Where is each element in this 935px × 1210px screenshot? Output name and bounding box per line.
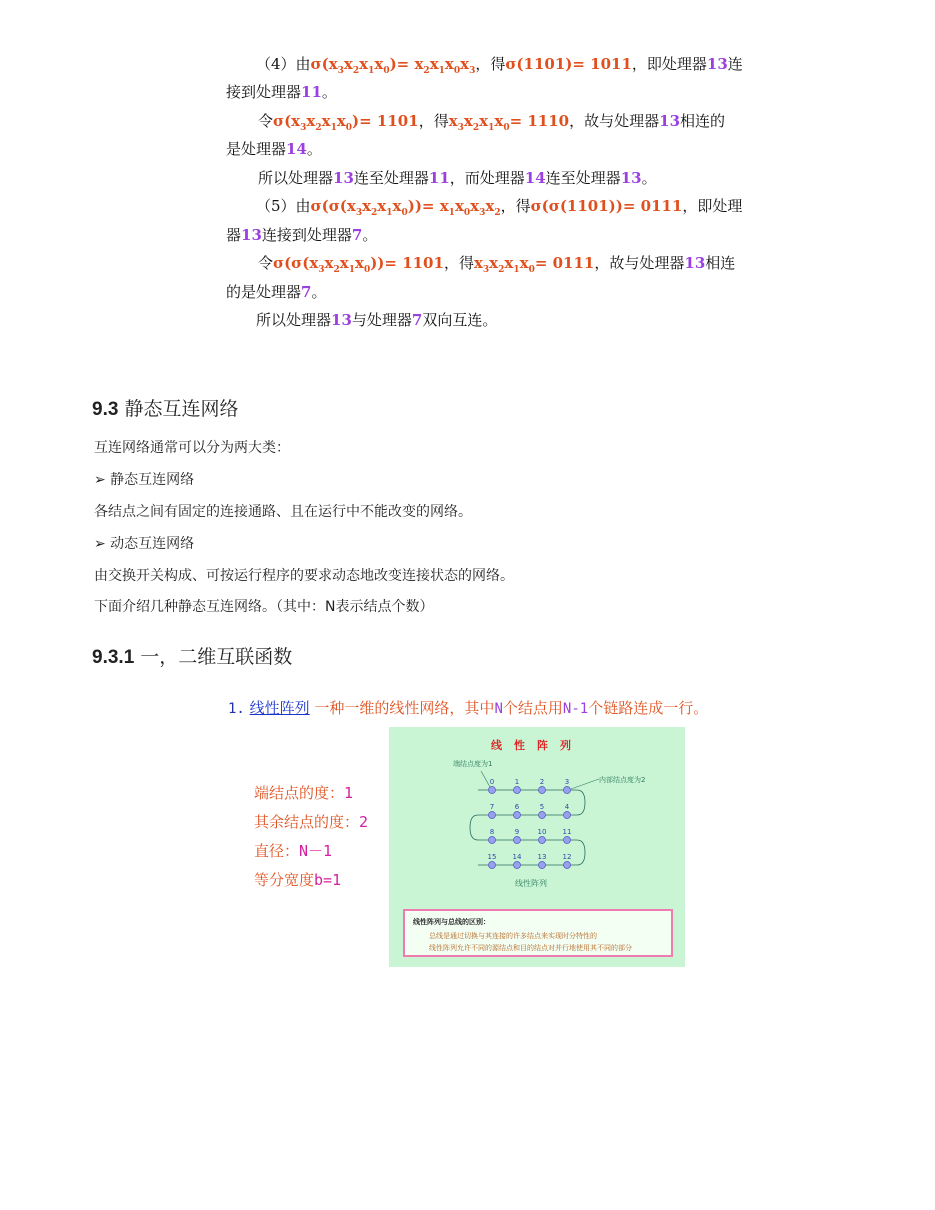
paragraph-intro-static: 下面介绍几种静态互连网络。（其中：N表示结点个数） [94,599,434,615]
node-0 [489,787,496,794]
stat-bisection-width: 等分宽度b=1 [254,871,342,889]
difference-note-line-1: 总线是通过切换与其连接的许多结点来实现时分特性的 [429,932,597,940]
node-label: 11 [562,828,572,836]
node-label: 13 [537,853,547,861]
node-3 [564,787,571,794]
derivation-line-10: 所以处理器13与处理器7双向互连。 [256,311,498,329]
derivation-line-4: 是处理器14。 [226,140,322,158]
derivation-line-5: 所以处理器13连至处理器11，而处理器14连至处理器13。 [258,169,657,187]
derivation-line-2: 接到处理器11。 [226,83,337,101]
node-10 [539,837,546,844]
node-label: 10 [537,828,547,836]
node-2 [539,787,546,794]
node-1 [514,787,521,794]
node-7 [489,812,496,819]
node-12 [564,862,571,869]
paragraph-intro: 互连网络通常可以分为两大类： [94,440,290,456]
bullet-dynamic-network: ➢ 动态互连网络 [94,536,195,552]
note-pointer-end [481,771,490,787]
turn-link-right-1 [577,790,585,815]
figure-note-end-degree: 端结点度为1 [453,760,493,768]
node-label: 1 [514,778,520,786]
node-label: 9 [514,828,520,836]
derivation-line-3: 令$\sigma(x_3x_2x_1x_0)= 1101$，得$x_3x_2x_1x_0= 1110$，故与处理器13相连的 [258,112,726,133]
list-number: 1. [228,701,245,717]
turn-link-right-2 [577,840,585,865]
node-9 [514,837,521,844]
derivation-line-6: （5）由$\sigma(\sigma(x_3x_2x_1x_0))= x_1x_0x_3x_2$，得σ(σ(1101))= 0111，即处理 [256,197,743,218]
node-6 [514,812,521,819]
node-label: 0 [489,778,495,786]
paragraph-dynamic-def: 由交换开关构成、可按运行程序的要求动态地改变连接状态的网络。 [94,568,514,584]
stat-other-node-degree: 其余结点的度：2 [254,813,369,831]
stat-end-node-degree: 端结点的度：1 [254,784,354,802]
difference-note-title: 线性阵列与总线的区别： [413,918,490,926]
linear-array-link[interactable]: 线性阵列 [249,699,310,717]
derivation-line-8: 令$\sigma(\sigma(x_3x_2x_1x_0))= 1101$，得$x_3x_2x_1x_0= 0111$，故与处理器13相连 [258,254,736,275]
derivation-line-7: 器13连接到处理器7。 [226,226,378,244]
node-label: 7 [489,803,495,811]
node-5 [539,812,546,819]
difference-note-box [403,909,673,957]
stat-diameter: 直径：N－1 [254,842,333,860]
derivation-line-1: （4）由$\sigma(x_3x_2x_1x_0)= x_2x_1x_0x_3$，得σ(1101)= 1011，即处理器13连 [256,55,743,76]
node-14 [514,862,521,869]
node-label: 3 [564,778,570,786]
list-item-linear-array: 1. 线性阵列 一种一维的线性网络，其中N个结点用N-1个链路连成一行。 [228,699,709,717]
node-label: 5 [539,803,545,811]
figure-caption: 线性阵列 [515,879,547,888]
paragraph-static-def: 各结点之间有固定的连接通路、且在运行中不能改变的网络。 [94,504,472,520]
node-label: 12 [562,853,572,861]
bullet-static-network: ➢ 静态互连网络 [94,472,195,488]
figure-note-inner-degree: 内部结点度为2 [599,776,646,784]
derivation-line-9: 的是处理器7。 [226,283,327,301]
node-label: 4 [564,803,570,811]
node-15 [489,862,496,869]
turn-link-left [470,815,478,840]
node-11 [564,837,571,844]
node-label: 2 [539,778,545,786]
section-heading: 9.3 静态互连网络 [92,398,239,420]
node-label: 6 [514,803,520,811]
note-pointer-inner [571,779,599,789]
node-13 [539,862,546,869]
node-8 [489,837,496,844]
linear-array-figure [389,727,685,967]
node-4 [564,812,571,819]
subsection-heading: 9.3.1 一，二维互联函数 [92,646,293,668]
node-label: 15 [487,853,497,861]
figure-title: 线性阵列 [491,739,583,752]
node-label: 14 [512,853,522,861]
node-label: 8 [489,828,495,836]
difference-note-line-2: 线性阵列允许不同的源结点和目的结点对并行地使用其不同的部分 [429,944,632,952]
